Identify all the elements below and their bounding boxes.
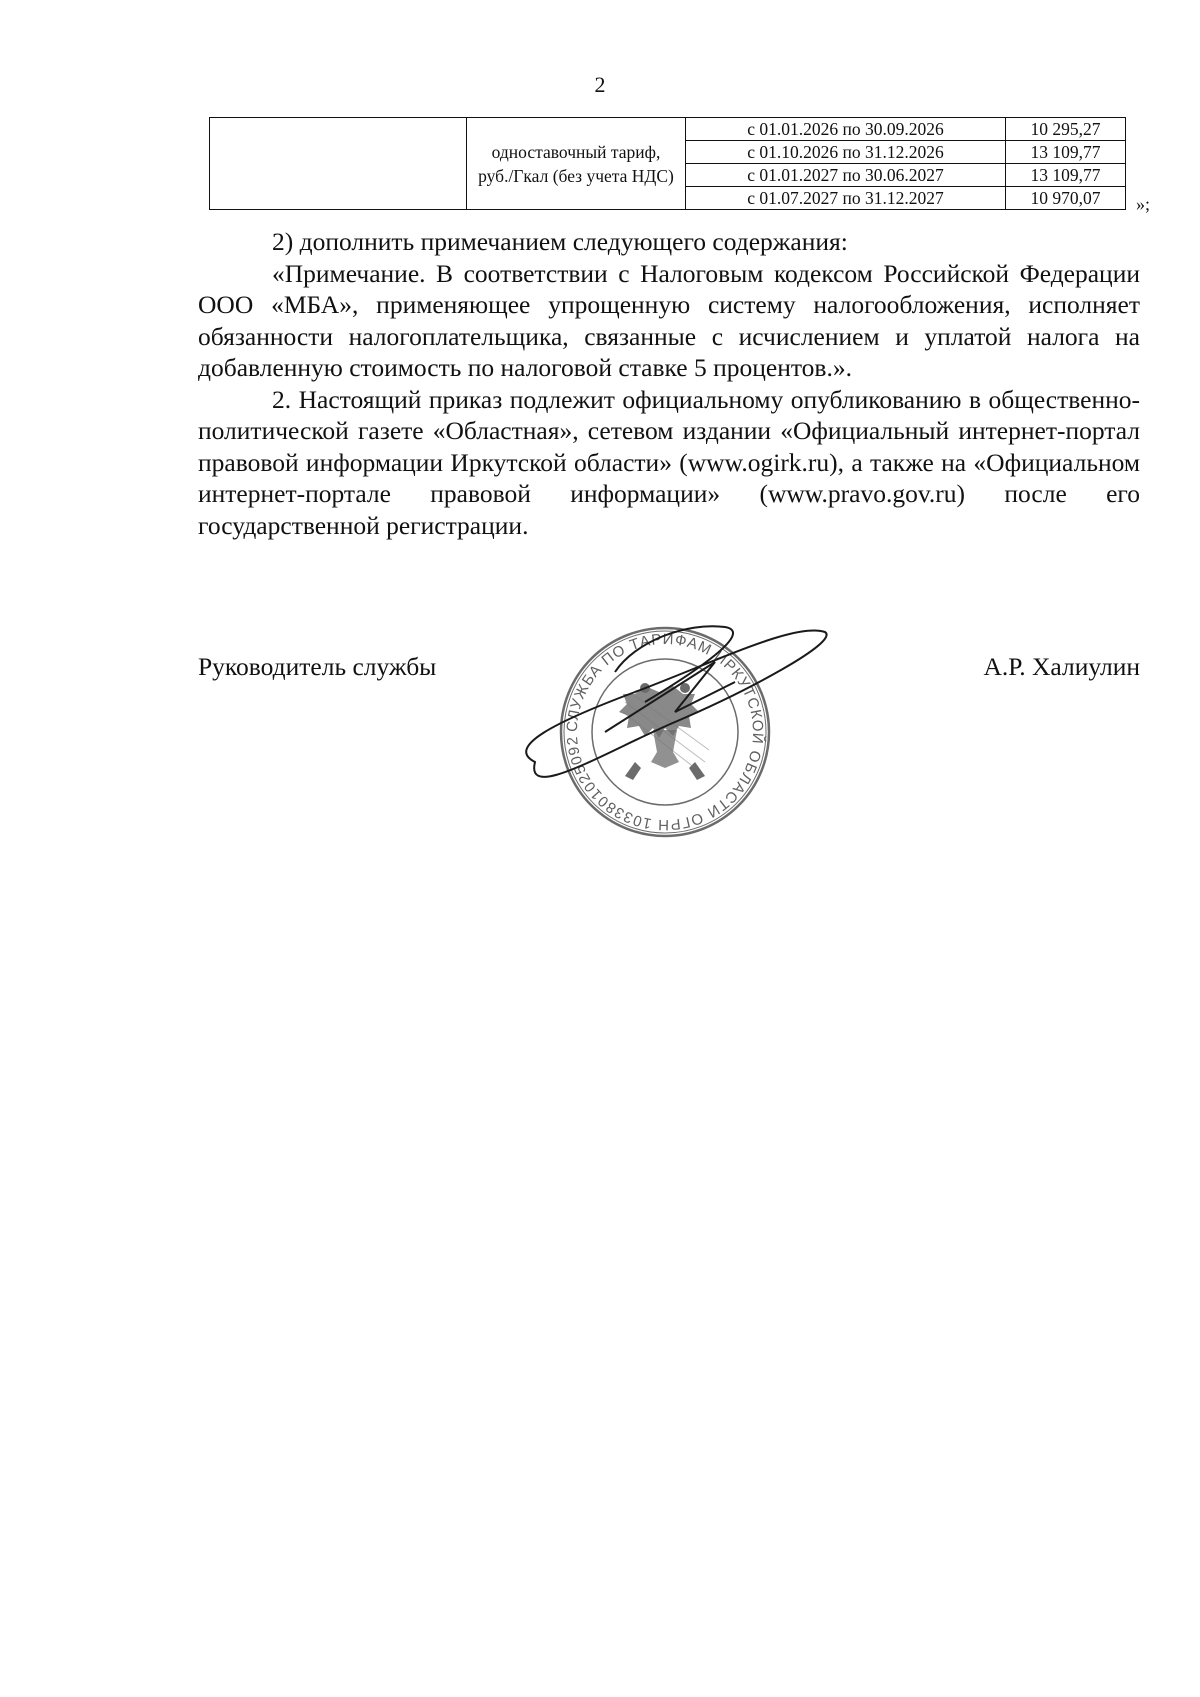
value-cell: 13 109,77 bbox=[1006, 164, 1126, 187]
table-row bbox=[210, 118, 1126, 141]
official-seal-stamp bbox=[495, 612, 835, 852]
closing-quote-mark: »; bbox=[1136, 194, 1151, 214]
signatory-name: А.Р. Халиулин bbox=[983, 652, 1140, 681]
period-cell: с 01.01.2026 по 30.09.2026 bbox=[686, 118, 1006, 141]
seal-text: СЛУЖБА ПО ТАРИФАМ ИРКУТСКОЙ ОБЛАСТИ ОГРН 1033801025092 bbox=[563, 630, 767, 834]
document-body bbox=[198, 226, 1140, 541]
signatory-title: Руководитель службы bbox=[198, 652, 437, 681]
paragraph-amendment: 2) дополнить примечанием следующего содержания: bbox=[272, 227, 848, 256]
tariff-table bbox=[209, 117, 1126, 210]
paragraph-note: «Примечание. В соответствии с Налоговым кодексом Российской Федерации ООО «МБА», применяющее упрощенную систему налогообложения, исполняет обязанности налогоплательщика, связанные с исчислением и уплатой налога на добавленную стоимость по налоговой ставке 5 процентов.». bbox=[198, 258, 1140, 382]
period-cell: с 01.01.2027 по 30.06.2027 bbox=[686, 164, 1006, 187]
page-number: 2 bbox=[594, 72, 606, 97]
tariff-name-cell: одноставочный тариф, руб./Гкал (без учета НДС) bbox=[467, 118, 686, 210]
paragraph-publication: 2. Настоящий приказ подлежит официальному опубликованию в общественно-политической газете «Областная», сетевом издании «Официальный интернет-портал правовой информации Иркутской области» (www.ogirk.ru), а также на «Официальном интернет-портале правовой информации» (www.pravo.gov.ru) после его государственной регистрации. bbox=[198, 384, 1140, 540]
value-cell: 10 295,27 bbox=[1006, 118, 1126, 141]
value-cell: 10 970,07 bbox=[1006, 187, 1126, 210]
value-cell: 13 109,77 bbox=[1006, 141, 1126, 164]
empty-cell bbox=[210, 118, 467, 210]
period-cell: с 01.07.2027 по 31.12.2027 bbox=[686, 187, 1006, 210]
period-cell: с 01.10.2026 по 31.12.2026 bbox=[686, 141, 1006, 164]
